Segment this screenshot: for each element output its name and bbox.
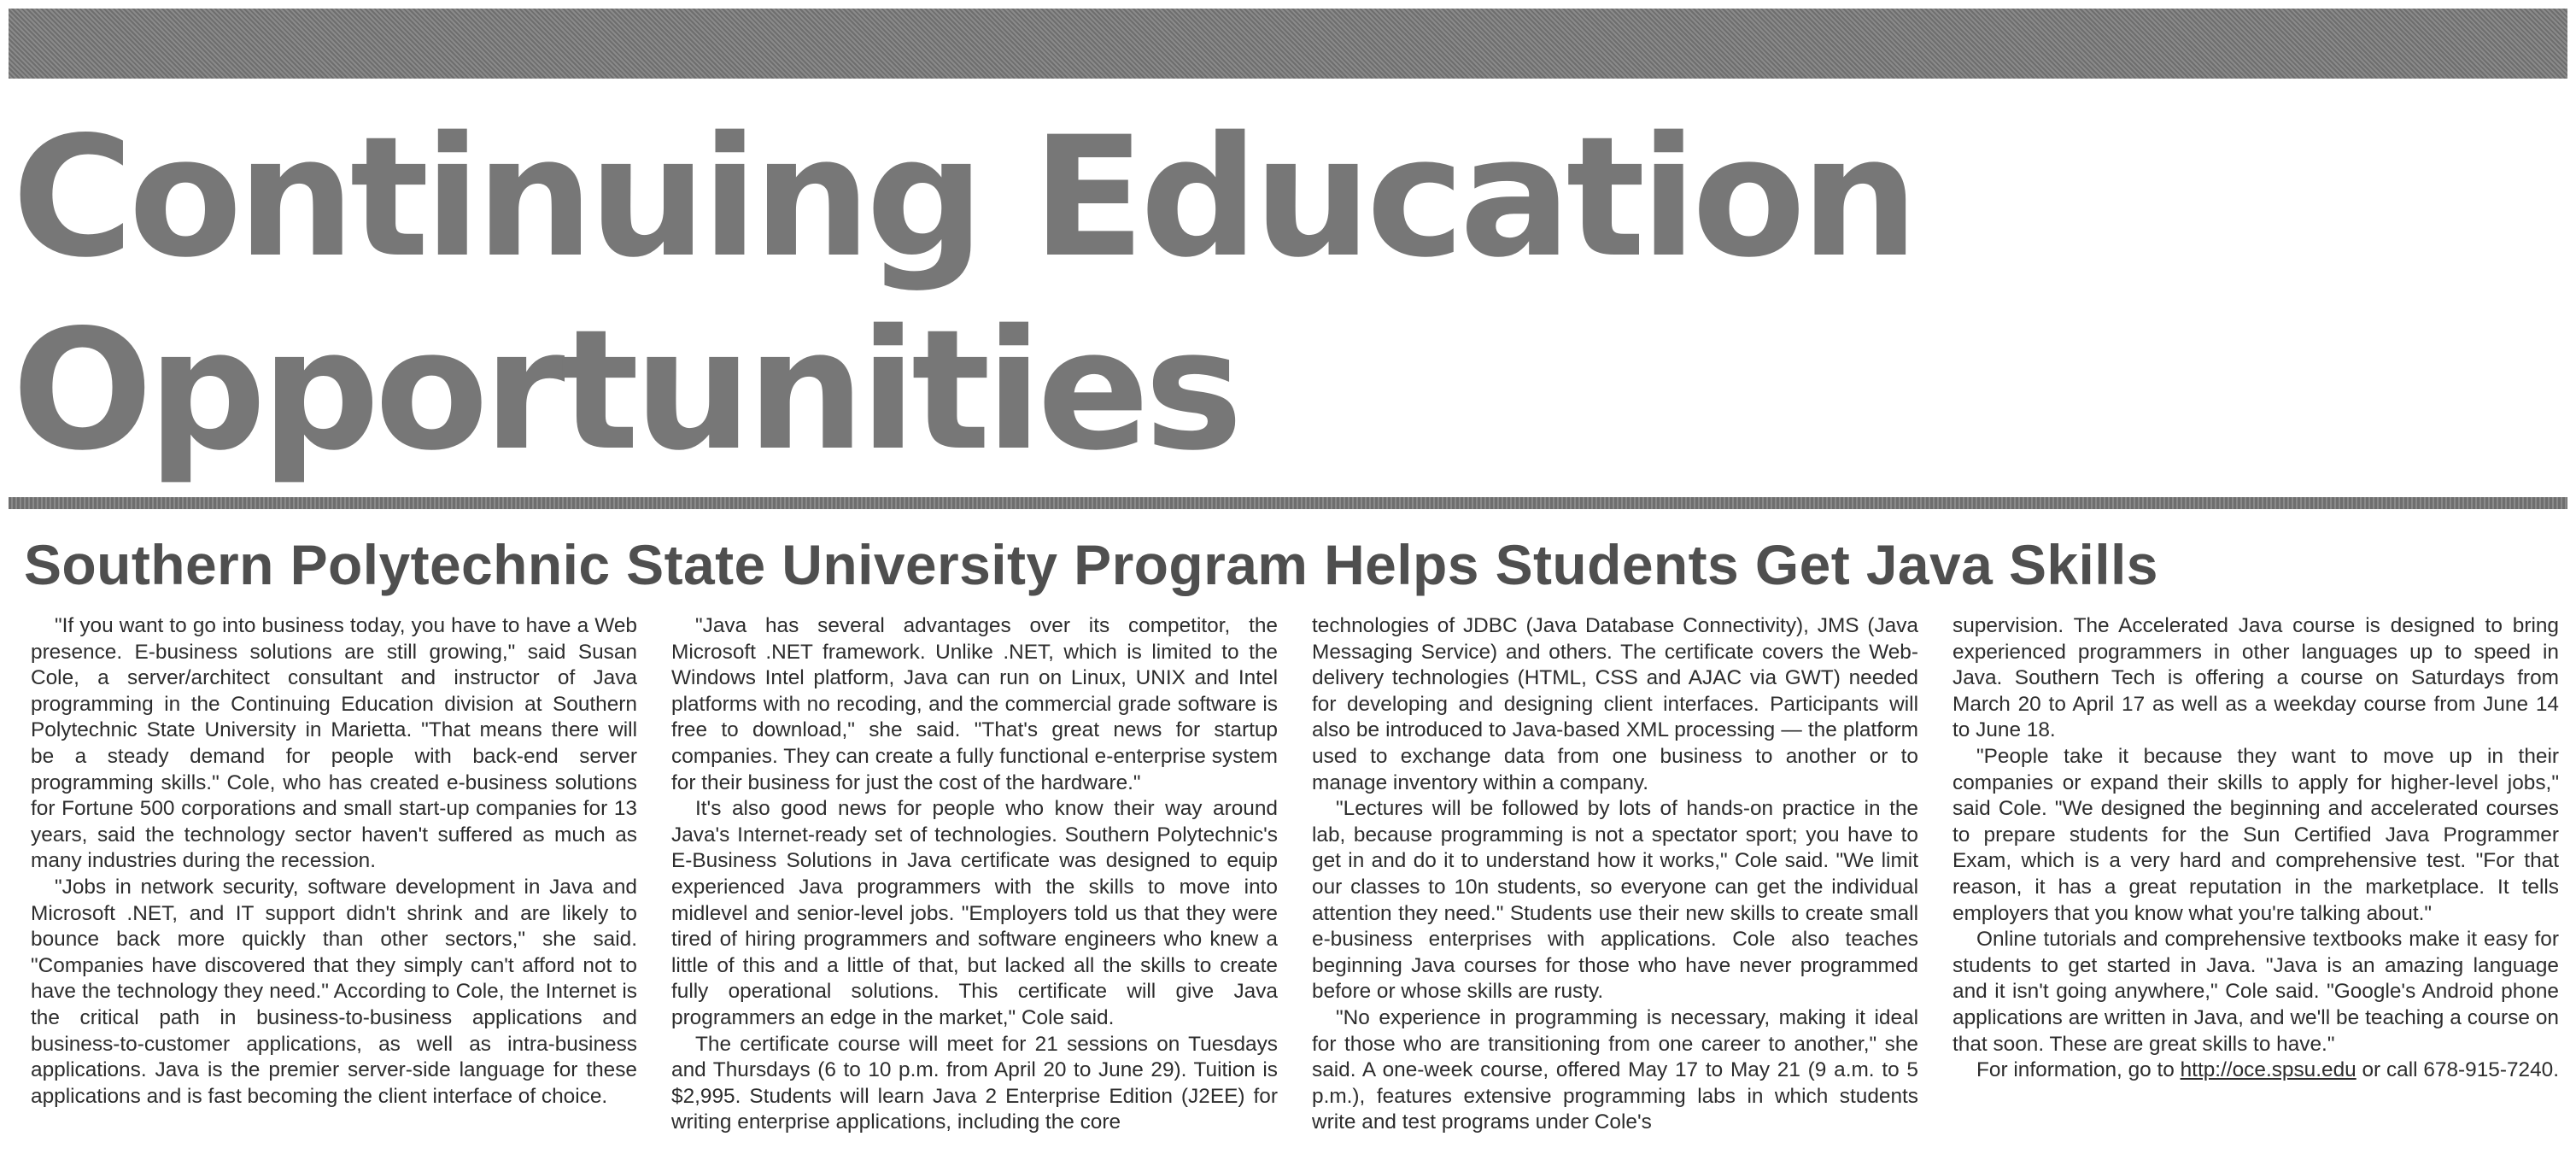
paragraph: It's also good news for people who know their way around Java's Internet-ready set of technologies. Southern Polytechnic's E-Business Solutions in Java certificate was designed to equip experienced Java programmers with the skills to move into midlevel and senior-level jobs. "Employers told us that they were tired of hiring programmers and software engineers who knew a little of this and a little of that, but lacked all the skills to create fully operational solutions. This certificate will give Java programmers an edge in the market," Cole said. bbox=[671, 797, 1278, 1029]
article-column-1 bbox=[31, 613, 637, 1155]
page-headline bbox=[12, 101, 1913, 487]
paragraph: supervision. The Accelerated Java course is designed to bring experienced programmers in other languages up to speed in Java. Southern Tech is offering a course on Saturdays from March 20 to April 17 as well as a weekday course from June 14 to June 18. bbox=[1952, 614, 2559, 742]
paragraph: "Java has several advantages over its competitor, the Microsoft .NET framework. Unlike .NET, which is limited to the Windows Intel platform, Java can run on Linux, UNIX and Intel platforms with no recoding, and the commercial grade software is free to download," she said. "That's great news for startup companies. They can create a fully functional e-enterprise system for their business for just the cost of the hardware." bbox=[671, 614, 1278, 794]
section-divider-rule bbox=[9, 497, 2567, 509]
contact-text-before: For information, go to bbox=[1976, 1058, 2181, 1082]
article-body bbox=[31, 613, 2559, 1155]
article-column-4 bbox=[1952, 613, 2559, 1155]
paragraph: "People take it because they want to move up in their companies or expand their skills to apply for higher-level jobs," said Cole. "We designed the beginning and accelerated courses to prepare students for the Sun Certified Java Programmer Exam, which is a very hard and comprehensive test. "For that reason, it has a great reputation in the marketplace. It tells employers that you know what you're talking about." bbox=[1952, 744, 2559, 925]
paragraph: "Lectures will be followed by lots of hands-on practice in the lab, because programming is not a spectator sport; you have to get in and do it to understand how it works," Cole said. "We limit our classes to 10n students, so everyone can get the individual attention they need." Students use their new skills to create small e-business enterprises with applications. Cole also teaches beginning Java courses for those who have never programmed before or whose skills are rusty. bbox=[1312, 797, 1918, 1004]
paragraph: "Jobs in network security, software development in Java and Microsoft .NET, and IT support didn't shrink and are likely to bounce back more quickly than other sectors," she said. "Companies have discovered that they simply can't afford not to have the technology they need." According to Cole, the Internet is the critical path in business-to-business applications and business-to-customer applications, as well as intra-business applications. Java is the premier server-side language for these applications and is fast becoming the client interface of choice. bbox=[31, 875, 637, 1108]
website-link[interactable]: http://oce.spsu.edu bbox=[2180, 1058, 2356, 1082]
contact-text-after: or call 678-915-7240. bbox=[2356, 1058, 2559, 1082]
article-column-2 bbox=[671, 613, 1278, 1155]
headline-line-1: Continuing Education bbox=[12, 101, 1914, 294]
top-banner-band bbox=[9, 9, 2567, 79]
paragraph: "If you want to go into business today, you have to have a Web presence. E-business solutions are still growing," said Susan Cole, a server/architect consultant and instructor of Java programming in the Continuing Education division at Southern Polytechnic State University in Marietta. "That means there will be a steady demand for people with back-end server programming skills." Cole, who has created e-business solutions for Fortune 500 corporations and small start-up companies for 13 years, said the technology sector haven't suffered as much as many industries during the recession. bbox=[31, 614, 637, 873]
paragraph: Online tutorials and comprehensive textbooks make it easy for students to get started in Java. "Java is an amazing language and it isn't going anywhere," Cole said. "Google's Android phone applications are written in Java, and we'll be teaching a course on that soon. These are great skills to have." bbox=[1952, 928, 2559, 1056]
contact-paragraph bbox=[1952, 1057, 2559, 1084]
headline-line-2: Opportunities bbox=[12, 294, 1238, 487]
paragraph: technologies of JDBC (Java Database Connectivity), JMS (Java Messaging Service) and others. The certificate covers the Web-delivery technologies (HTML, CSS and AJAC via GWT) needed for developing and designing client interfaces. Participants will also be introduced to Java-based XML processing — the platform used to exchange data from one business to another or to manage inventory within a company. bbox=[1312, 614, 1918, 794]
paragraph: "No experience in programming is necessary, making it ideal for those who are transitioning from one career to another," she said. A one-week course, offered May 17 to May 21 (9 a.m. to 5 p.m.), features extensive programming labs in which students write and test programs under Cole's bbox=[1312, 1005, 1918, 1134]
paragraph: The certificate course will meet for 21 sessions on Tuesdays and Thursdays (6 to 10 p.m. from April 20 to June 29). Tuition is $2,995. Students will learn Java 2 Enterprise Edition (J2EE) for writing enterprise applications, including the core bbox=[671, 1032, 1278, 1134]
article-subheadline: Southern Polytechnic State University Program Helps Students Get Java Skills bbox=[24, 533, 2158, 596]
article-column-3 bbox=[1312, 613, 1918, 1155]
